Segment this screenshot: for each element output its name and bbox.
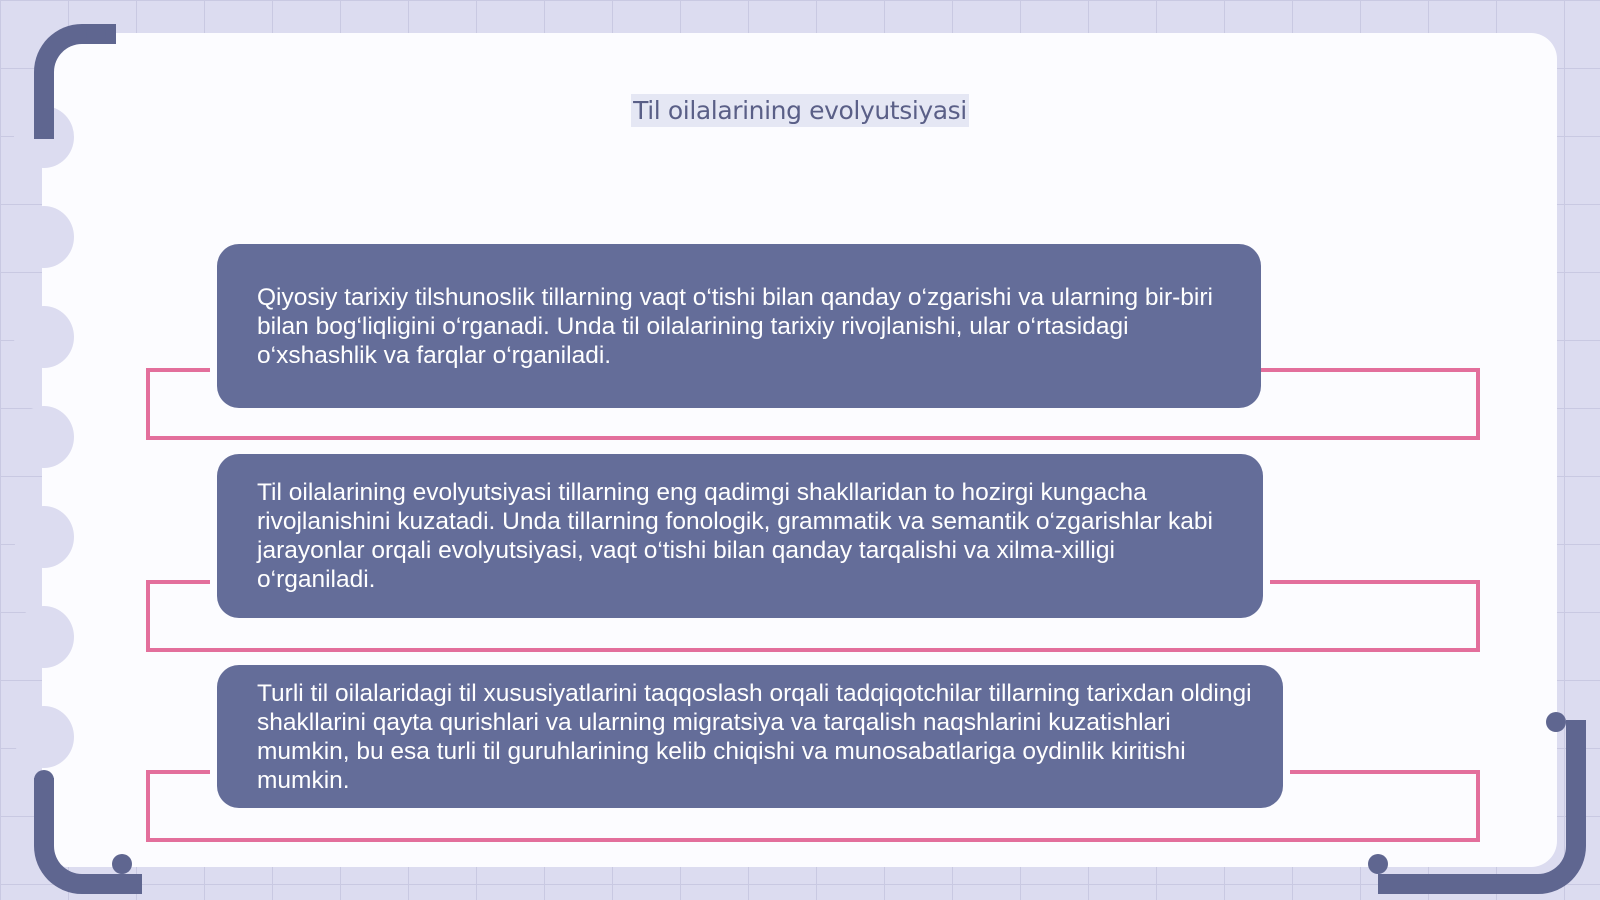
info-card-text: Turli til oilalaridagi til xususiyatlarini taqqoslash orqali tadqiqotchilar tillarning tarixdan oldingi shakllarini qayta qurishlari va ularning migratsiya va tarqalish naqshlarini kuzatishlari mumkin, bu esa turli til guruhlarining kelib chiqishi va munosabatlariga oydinlik kiritishi mumkin. bbox=[257, 679, 1252, 794]
frame-corner-bottom-left bbox=[34, 778, 142, 894]
frame-corner-cap bbox=[1368, 854, 1388, 874]
paper-edge-notch bbox=[14, 206, 74, 268]
slide-title bbox=[0, 96, 1600, 125]
paper-edge-notch bbox=[14, 706, 74, 768]
frame-corner-cap bbox=[1546, 712, 1566, 732]
info-card-2 bbox=[217, 454, 1263, 618]
info-card-text: Qiyosiy tarixiy tilshunoslik tillarning vaqt o‘tishi bilan qanday o‘zgarishi va ularning bir-biri bilan bog‘liqligini o‘rganadi. Unda til oilalarining tarixiy rivojlanishi, ular o‘rtasidagi o‘xshashlik va farqlar o‘rganiladi. bbox=[257, 283, 1213, 369]
paper-edge-notch bbox=[14, 606, 74, 668]
paper-edge-notch bbox=[14, 506, 74, 568]
paper-edge-notch bbox=[14, 306, 74, 368]
paper-edge-notch bbox=[14, 406, 74, 468]
info-card-1 bbox=[217, 244, 1261, 408]
info-card-3 bbox=[217, 665, 1283, 808]
frame-corner-cap bbox=[112, 854, 132, 874]
frame-corner-cap bbox=[86, 24, 106, 44]
frame-corner-cap bbox=[34, 770, 54, 790]
slide-title-text: Til oilalarining evolyutsiyasi bbox=[633, 96, 967, 125]
info-card-text: Til oilalarining evolyutsiyasi tillarning eng qadimgi shakllaridan to hozirgi kungacha rivojlanishini kuzatadi. Unda tillarning fonologik, grammatik va semantik o‘zgarishlar kabi jarayonlar orqali evolyutsiyasi, vaqt o‘tishi bilan qanday tarqalishi va xilma-xilligi o‘rganiladi. bbox=[257, 479, 1213, 593]
